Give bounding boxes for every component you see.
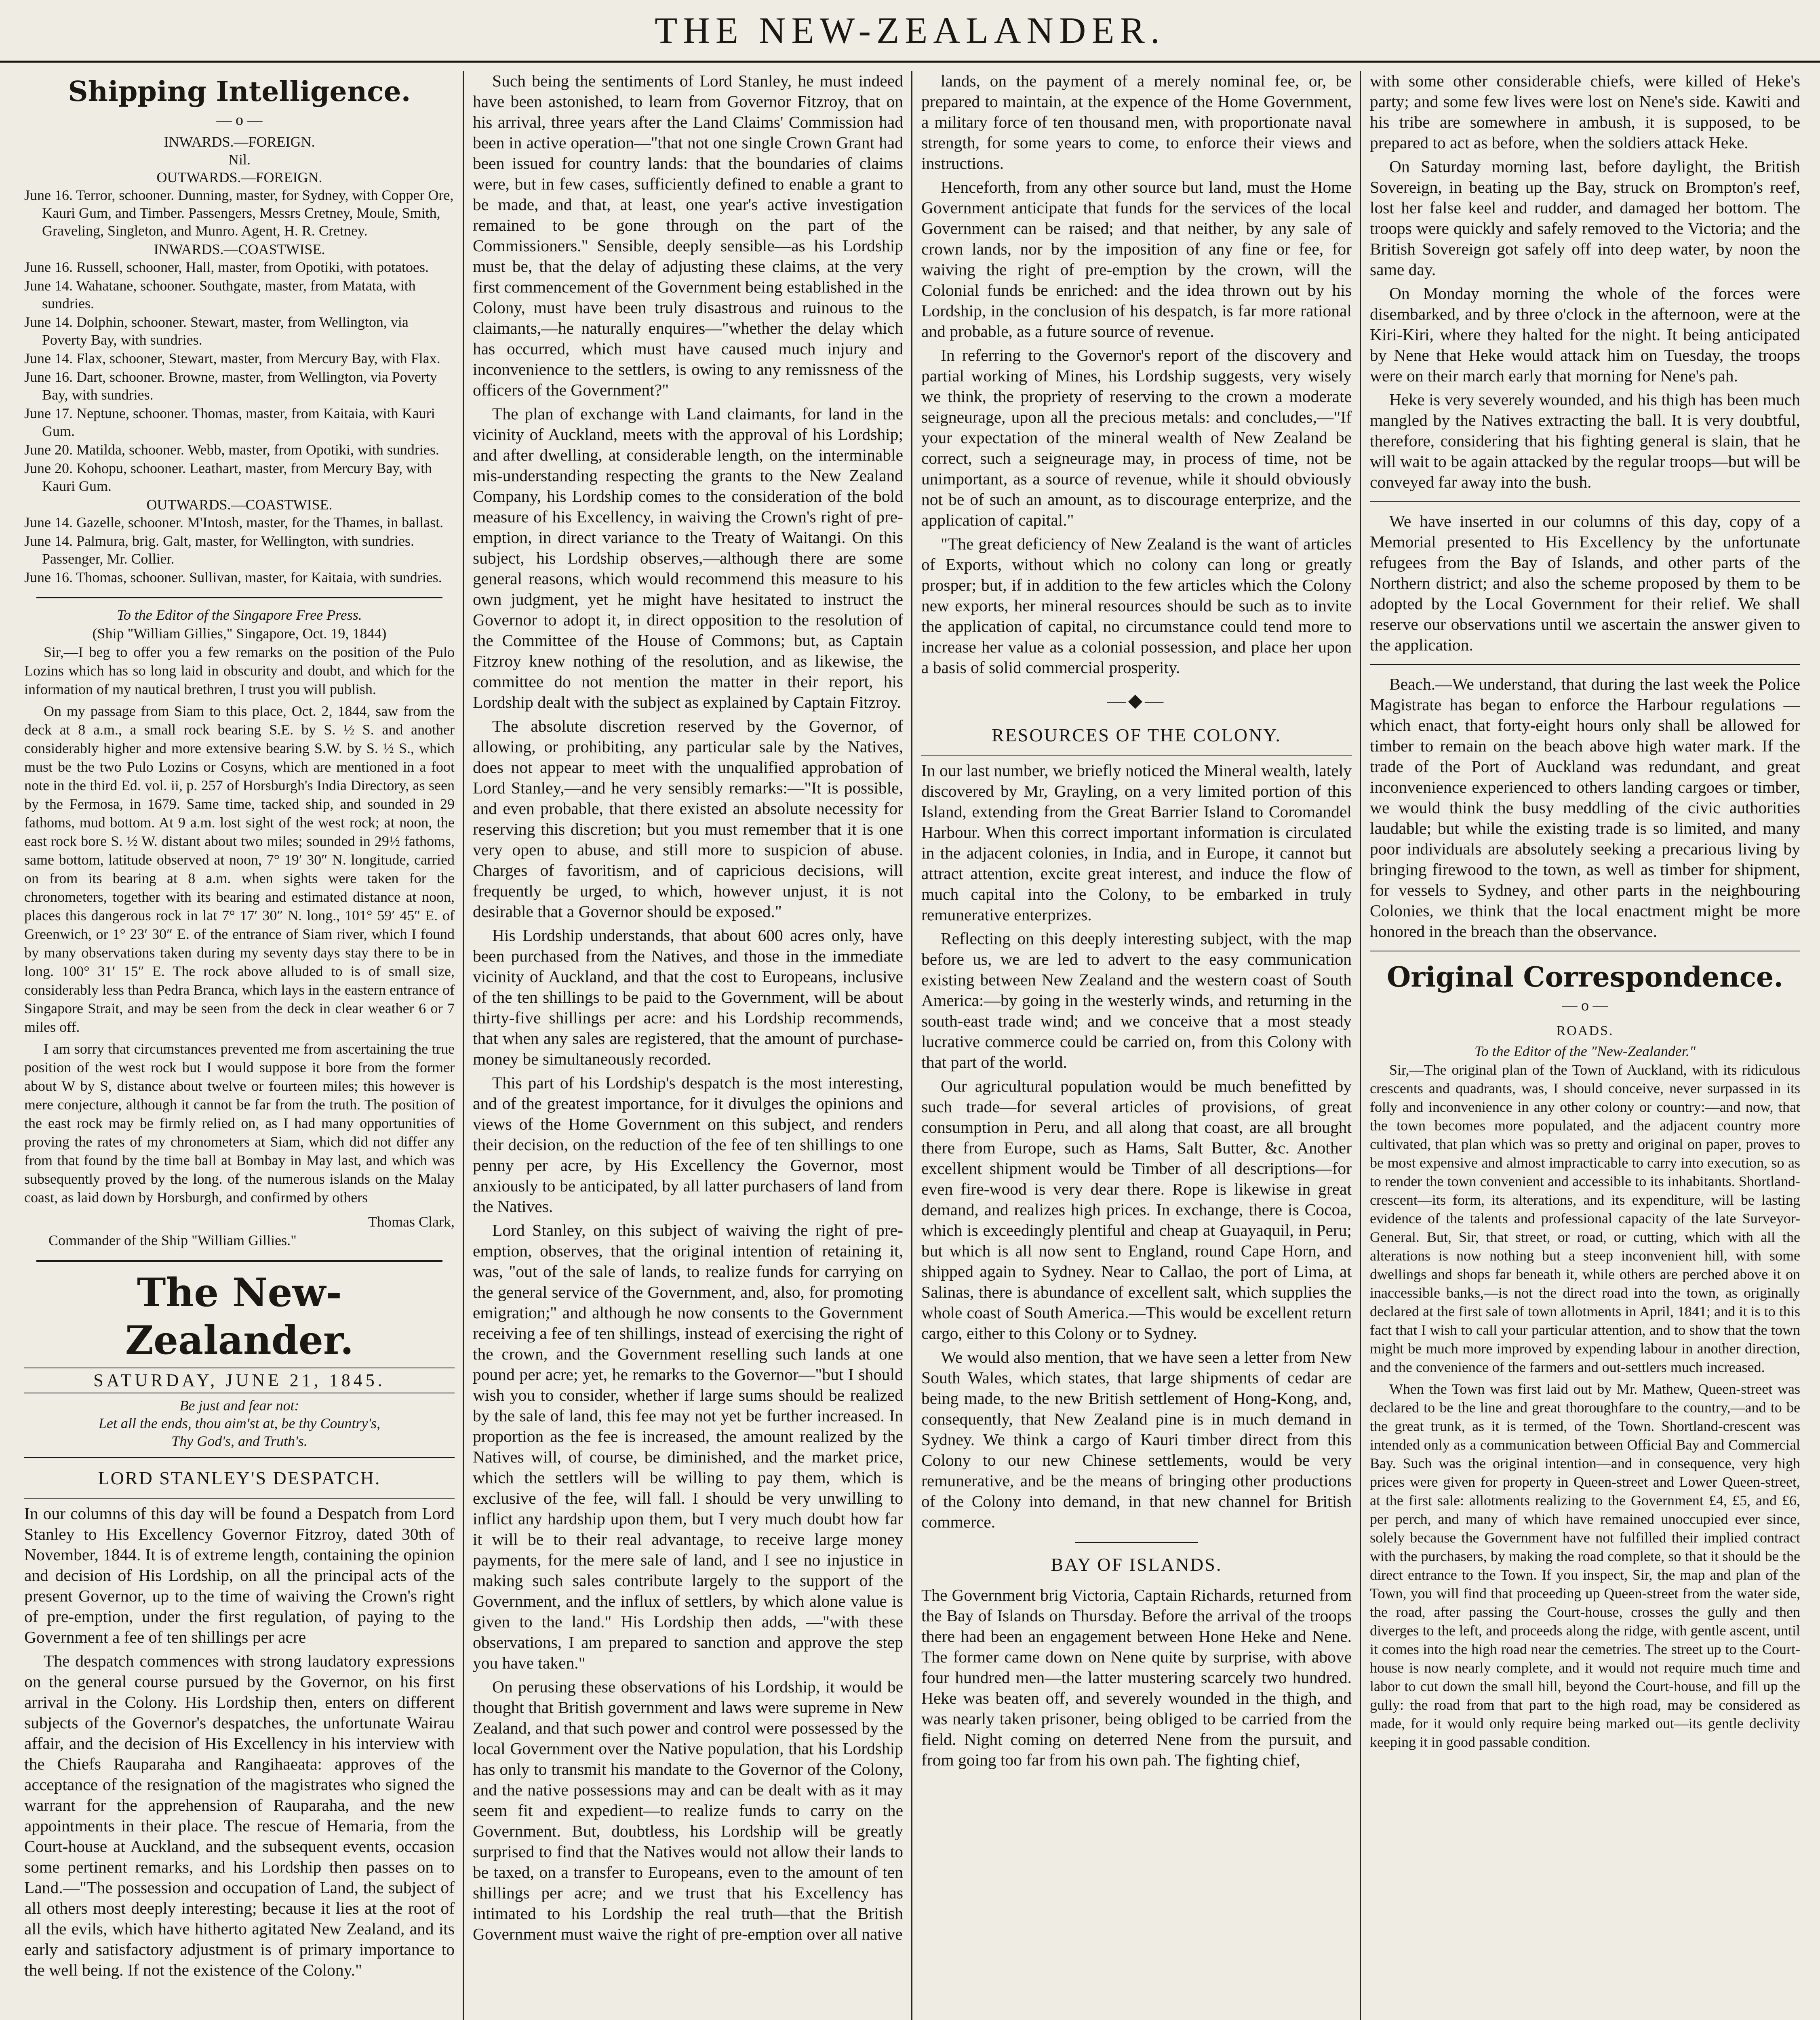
article-paragraph: On Monday morning the whole of the forces were disembarked, and by three o'clock in the afternoon, were at the Kiri-Kiri, where they halted for the night. It being anticipated by Nene that Heke would attack him on Tuesday, the troops were on their march early that morning for Nene's pah.: [1370, 284, 1800, 385]
shipping-entry: June 14. Dolphin, schooner. Stewart, master, from Wellington, via Poverty Bay, with sundries.: [24, 314, 409, 348]
article-paragraph: In our columns of this day will be found a Despatch from Lord Stanley to His Excellency Governor Fitzroy, dated 30th of November, 1844. It is of extreme length, containing the opinion and decision of His Lordship, on all the principal acts of the present Governor, up to the time of waiving the Crown's right of pre-emption, under the first regulation, of paying to the Government a fee of ten shillings per acre: [24, 1504, 455, 1646]
article-paragraph: The plan of exchange with Land claimants, for land in the vicinity of Auckland, meets with the approval of his Lordship; and after dwelling, at considerable length, on the interminable mis-understanding respecting the grants to the New Zealand Company, his Lordship comes to the consideration of the bold measure of his Excellency, in waiving the Crown's right of pre-emption, in direct variance to the Treaty of Waitangi. On this subject, his Lordship observes,—although there are some general reasons, which would recommend this measure to his own judgment, yet he might have hesitated to instruct the Governor to adopt it, in direct opposition to the resolution of the Committee of the House of Commons; but, as Captain Fitzroy knew nothing of the resolution, and as likewise, the committee do not mention the matter in their report, his Lordship dealt with the subject as explained by Captain Fitzroy.: [473, 404, 903, 711]
beach-paragraph: Beach.—We understand, that during the last week the Police Magistrate has began to enforce the Harbour regulations —which enact, that forty-eight hours only shall be allowed for timber to remain on the beach above high water mark. If the trade of the Port of Auckland was redundant, and great inconvenience experienced to others landing cargoes or timber, we would think the busy meddling of the civic authorities laudable; but while the existing trade is so limited, and many poor individuals are absolutely seeking a precarious living by bringing firewood to the town, as well as timber for shipment, for vessels to Sydney, and other parts in the neighbouring Colonies, we think that the local enactment might be more honored in the breach than the observance.: [1370, 675, 1800, 941]
resources-heading: RESOURCES OF THE COLONY.: [992, 725, 1281, 745]
column-rule: [1360, 71, 1361, 2020]
divider: [1370, 501, 1800, 502]
shipping-dash: — o —: [216, 112, 263, 128]
shipping-entry: June 17. Neptune, schooner. Thomas, master, from Kaitaia, with Kauri Gum.: [24, 405, 435, 439]
article-paragraph: Henceforth, from any other source but land, must the Home Government anticipate that funds for the services of the local Government can be raised; and that neither, by any sale of crown lands, nor by the imposition of any fine or fee, for waiving the right of pre-emption by the crown, will the Colonial funds be enriched: and the idea thrown out by his Lordship, in the conclusion of his despatch, is far more rational and probable, as a future source of revenue.: [921, 178, 1352, 341]
article-paragraph: In referring to the Governor's report of the discovery and partial working of Mines, his Lordship suggests, very wisely we think, the propriety of reserving to the crown a moderate seigneurage, upon all the precious metals: and concludes,—"If your expectation of the mineral wealth of New Zealand be correct, such a seigneurage may, in process of time, not be unimportant, as a source of revenue, while it should obviously not be of such an amount, as to discourage enterprize, and the application of capital.": [921, 346, 1352, 529]
shipping-entry: June 14. Palmura, brig. Galt, master, for Wellington, with sundries. Passenger, Mr. Collier.: [24, 533, 414, 567]
divider: [1370, 664, 1800, 665]
column-rule: [911, 71, 912, 2020]
article-paragraph: This part of his Lordship's despatch is the most interesting, and of the greatest importance, for it divulges the opinions and views of the Home Government on this subject, and renders their decision, on the reduction of the fee of ten shillings to one penny per acre, by His Excellency the Governor, most anxiously to be anticipated, by all latter purchasers of land from the Natives.: [473, 1073, 903, 1216]
article-paragraph: On Saturday morning last, before daylight, the British Sovereign, in beating up the Bay, struck on Brompton's reef, lost her false keel and rudder, and damaged her bottom. The troops were quickly and safely removed to the Victoria; and the British Sovereign got safely off into deep water, by noon the same day.: [1370, 157, 1800, 279]
inwards-foreign-label: INWARDS.—FOREIGN.: [164, 134, 315, 150]
column-1: [24, 71, 455, 2020]
column-2: [473, 71, 903, 2020]
letter-paragraph: I am sorry that circumstances prevented me from ascertaining the true position of the west rock but I would suppose it bore from the former about W by S, distance about twelve or fourteen miles; this however is mere conjecture, although it cannot be far from the truth. The position of the east rock may be firmly relied on, as I had many opportunities of proving the rates of my chronometers at Siam, which did not differ any from that found by the time ball at Bombay in May last, and which was subsequently proved by the long. of the numerous islands on the Malay coast, as laid down by Horsburgh, and confirmed by others: [24, 1041, 455, 1206]
section-rule: [36, 597, 442, 598]
motto-line: Thy God's, and Truth's.: [171, 1433, 308, 1449]
section-rule: [36, 1260, 442, 1262]
shipping-entry: June 16. Thomas, schooner. Sullivan, master, for Kaitaia, with sundries.: [24, 569, 442, 585]
column-rule: [463, 71, 464, 2020]
article-paragraph: lands, on the payment of a merely nominal fee, or, be prepared to maintain, at the expence of the Home Government, a military force of ten thousand men, with proportionate naval strength, for some years to come, to enforce their views and instructions.: [921, 72, 1352, 173]
divider: [1075, 1542, 1198, 1543]
letter-signature: Thomas Clark,: [368, 1214, 455, 1230]
correspondence-subheading: ROADS.: [1556, 1023, 1614, 1038]
divider: [24, 1498, 455, 1499]
divider: [921, 755, 1352, 756]
column-3: [921, 71, 1352, 2020]
shipping-heading: Shipping Intelligence.: [68, 76, 411, 108]
letter-paragraph: Sir,—The original plan of the Town of Auckland, with its ridiculous crescents and quadrants, was, I should conceive, never surpassed in its folly and inconvenience in any other colony or country:—and now, that the town becomes more populated, and the adjacent country more cultivated, that plan which was so pretty and original on paper, proves to be most expensive and almost impracticable to carry into execution, so as to render the town convenient and accessible to its inhabitants. Shortland-crescent—its form, its alterations, and its expenditure, will be lasting evidence of the talents and professional capacity of the late Surveyor-General. But, Sir, that street, or road, or cutting, which with all the alterations is now nothing but a steep inconvenient hill, with some dwellings and shops far beneath it, while others are perched above it on inaccessible banks,—is not the direct road into the town, as originally declared at the first sale of town allotments in April, 1841; and it is to this fact that I wish to call your particular attention, and to show that the town might be much more improved by expending labour in another direction, and the convenience of the farmers and out-settlers much increased.: [1370, 1062, 1800, 1375]
letter-ship-line: (Ship "William Gillies," Singapore, Oct. 19, 1844): [92, 625, 387, 642]
inwards-coastwise-label: INWARDS.—COASTWISE.: [154, 241, 325, 257]
column-4: [1370, 71, 1800, 2020]
article-heading: LORD STANLEY'S DESPATCH.: [98, 1468, 381, 1488]
article-paragraph: The absolute discretion reserved by the Governor, of allowing, or prohibiting, any particular sale by the Natives, does not appear to meet with the unqualified approbation of Lord Stanley,—and he very sensibly remarks:—"It is possible, and even probable, that there existed an absolute necessity for reserving this discretion; but you must remember that it is one very open to abuse, and still more to suspicion of abuse. Charges of favoritism, and of capricious decisions, will frequently be urged, to which, however unjust, it is not desirable that a Governor should be exposed.": [473, 717, 903, 921]
shipping-entry: June 20. Kohopu, schooner. Leathart, master, from Mercury Bay, with Kauri Gum.: [24, 460, 432, 494]
outwards-foreign-entry: June 16. Terror, schooner. Dunning, master, for Sydney, with Copper Ore, Kauri Gum, and Timber. Passengers, Messrs Cretney, Moule, Smith, Graveling, Singleton, and Munro. Agent, H. R. Cretney.: [24, 187, 454, 239]
article-paragraph: Reflecting on this deeply interesting subject, with the map before us, we are led to advert to the easy communication existing between New Zealand and the western coast of South America:—by going in the westerly winds, and returning in the south-east trade wind; and we conceive that a most steady lucrative commerce could be carried on, from this Colony with that part of the world.: [921, 929, 1352, 1071]
motto-line: Let all the ends, thou aim'st at, be thy Country's,: [98, 1415, 381, 1431]
article-paragraph: In our last number, we briefly noticed the Mineral wealth, lately discovered by Mr, Grayling, on a very limited portion of this Island, extending from the Great Barrier Island to Coromandel Harbour. When this correct important information is circulated in the adjacent colonies, in India, and in Europe, it cannot but attract attention, excite great interest, and induce the flow of much capital into the Colony, to be embarked in truly remunerative enterprizes.: [921, 761, 1352, 924]
article-paragraph: The despatch commences with strong laudatory expressions on the general course pursued by the Governor, on his first arrival in the Colony. His Lordship then, enters on different subjects of the Governor's despatches, the unfortunate Wairau affair, and the decision of His Excellency in his interview with the Chiefs Rauparaha and Rangihaeata: approves of the acceptance of the resignation of the magistrates who signed the warrant for the apprehension of Rauparaha, and the new appointments in their place. The rescue of Hemaria, from the Court-house at Auckland, and the subsequent events, occasion some pertinent remarks, and his Lordship then passes on to Land.—"The possession and occupation of Land, the subject of all others most deeply interesting; because it lies at the root of all the evils, which have hitherto agitated New Zealand, and its early and satisfactory adjustment is of primary importance to the well being. If not the existence of the Colony.": [24, 1652, 455, 1979]
shipping-entry: June 16. Dart, schooner. Browne, master, from Wellington, via Poverty Bay, with sundries.: [24, 369, 437, 403]
letter-addressee: To the Editor of the "New-Zealander.": [1475, 1043, 1696, 1059]
motto-line: Be just and fear not:: [179, 1397, 299, 1414]
memorial-paragraph: We have inserted in our columns of this day, copy of a Memorial presented to His Excellency by the unfortunate refugees from the Bay of Islands, and other parts of the Northern district; and also the scheme proposed by them to be adopted by the Local Government for their relief. We shall reserve our observations until we ascertain the answer given to the application.: [1370, 512, 1800, 654]
inwards-foreign-nil: Nil.: [228, 152, 251, 168]
masthead: THE NEW-ZEALANDER.: [0, 0, 1820, 63]
correspondence-dash: — o —: [1562, 997, 1608, 1014]
correspondence-heading: Original Correspondence.: [1387, 961, 1783, 993]
outwards-coastwise-label: OUTWARDS.—COASTWISE.: [146, 497, 333, 513]
divider: [24, 1457, 455, 1458]
shipping-entry: June 16. Russell, schooner, Hall, master, from Opotiki, with potatoes.: [24, 259, 429, 275]
letter-signature-role: Commander of the Ship "William Gillies.": [48, 1232, 297, 1248]
article-paragraph: We would also mention, that we have seen a letter from New South Wales, which states, that large shipments of cedar are being made, to the new British settlement of Hong-Kong, and, consequently, that New Zealand pine is in much demand in Sydney. We think a cargo of Kauri timber direct from this Colony to our new Chinese settlements, would be very remunerative, and be the means of bringing other productions of the Colony into demand, in that new channel for British commerce.: [921, 1348, 1352, 1531]
article-paragraph: with some other considerable chiefs, were killed of Heke's party; and some few lives were lost on Nene's side. Kawiti and his tribe are somewhere in ambush, it is supposed, to be prepared to act as before, when the soldiers attack Heke.: [1370, 72, 1800, 152]
shipping-entry: June 20. Matilda, schooner. Webb, master, from Opotiki, with sundries.: [24, 442, 439, 458]
shipping-entry: June 14. Gazelle, schooner. M'Intosh, master, for the Thames, in ballast.: [24, 514, 444, 530]
letter-paragraph: When the Town was first laid out by Mr. Mathew, Queen-street was declared to be the line and great thoroughfare to the country,—and to be the great trunk, as it is termed, of the Town. Shortland-crescent was intended only as a communication between Official Bay and Commercial Bay. Such was the original intention—and in consequence, very high prices were given for property in Queen-street and Lower Queen-street, at the first sale: allotments realizing to the Government £4, £5, and £6, per perch, and many of which have remained unoccupied ever since, solely because the Government have not fulfilled their implied contract with the purchasers, by making the road complete, so that it should be the direct entrance to the Town. If you inspect, Sir, the map and plan of the Town, you will find that proceeding up Queen-street from the water side, the road, after passing the Court-house, crosses the gully and then diverges to the left, and proceeds along the ridge, with gentle ascent, until it comes into the high road near the cemetries. The street up to the Court-house is now nearly complete, and it would not require much time and labor to cut down the small hill, beyond the Court-house, and fill up the gully: the road from that part to the high road, may be considered as made, for it would only require being marked out—its gentle declivity keeping it in good passable condition.: [1370, 1381, 1800, 1750]
letter-addressee: To the Editor of the Singapore Free Press.: [117, 607, 362, 623]
article-paragraph: Heke is very severely wounded, and his thigh has been much mangled by the Natives extracting the ball. It is very doubtful, therefore, considering that his fighting general is slain, that he will wait to be again attacked by the regular troops—but will be conveyed far away into the bush.: [1370, 390, 1800, 491]
bay-of-islands-heading: BAY OF ISLANDS.: [1051, 1554, 1222, 1575]
article-paragraph: "The great deficiency of New Zealand is the want of articles of Exports, without which no colony can long or greatly prosper; but, if in addition to the few articles which the Colony new exports, her mineral resources should be such as to invite the application of capital, no circumstance could tend more to increase her value as a colonial possession, and place her upon a basis of solid commercial prosperity.: [921, 534, 1352, 677]
article-paragraph: The Government brig Victoria, Captain Richards, returned from the Bay of Islands on Thursday. Before the arrival of the troops there had been an engagement between Hone Heke and Nene. The former came down on Nene quite by surprise, with above four hundred men—the latter mustering scarcely two hundred. Heke was beaten off, and severely wounded in the thigh, and was nearly taken prisoner, being obliged to be carried from the field. Night coming on deterred Nene from the pursuit, and from going too far from his own pah. The fighting chief,: [921, 1586, 1352, 1769]
article-paragraph: On perusing these observations of his Lordship, it would be thought that British government and laws were supreme in New Zealand, and that such power and control were possessed by the local Government over the Native population, that his Lordship has only to transmit his mandate to the Governor of the Colony, and the native possessions may and can be dealt with as it may seem fit and expedient—to realize funds to carry on the Government. But, doubtless, his Lordship will be greatly surprised to find that the Natives would not allow their lands to be taxed, on a transfer to Europeans, even to the amount of ten shillings per acre; and we trust that his Excellency has intimated to his Lordship the real truth—that the British Government must waive the right of pre-emption over all native: [473, 1677, 903, 1943]
newspaper-nameplate: The New-Zealander.: [125, 1270, 354, 1363]
article-paragraph: Such being the sentiments of Lord Stanley, he must indeed have been astonished, to learn from Governor Fitzroy, that on his arrival, three years after the Land Claims' Commission had been in active operation—"that not one single Crown Grant had been issued for country lands: that the boundaries of claims were, but in few cases, sufficiently defined to enable a grant to be made, and that, at least, one year's active investigation remained to be gone through on the part of the Commissioners." Sensible, deeply sensible—as his Lordship must be, that the delay of adjusting these claims, at the very first commencement of the Government being established in the Colony, must have been truly disastrous and ruinous to the claimants,—he naturally enquires—"whether the delay which has occurred, which must have caused much injury and inconvenience to the settlers, is owing to any remissness of the officers of the Government?": [473, 72, 903, 399]
shipping-entry: June 14. Flax, schooner, Stewart, master, from Mercury Bay, with Flax.: [24, 350, 440, 366]
ornament-divider: —◆—: [1107, 690, 1166, 711]
issue-date: SATURDAY, JUNE 21, 1845.: [24, 1368, 455, 1393]
article-paragraph: His Lordship understands, that about 600 acres only, have been purchased from the Natives, and those in the immediate vicinity of Auckland, and that the cost to Europeans, inclusive of the ten shillings to be paid to the Government, will be about thirty-five shillings per acre: and his Lordship recommends, that when any sales are registered, that the amount of purchase-money be simultaneously recorded.: [473, 926, 903, 1068]
outwards-foreign-label: OUTWARDS.—FOREIGN.: [156, 169, 322, 185]
letter-paragraph: On my passage from Siam to this place, Oct. 2, 1844, saw from the deck at 8 a.m., a small rock bearing S.E. by S. ½ S. and another considerably higher and more extensive bearing S.W. by S. ½ S., which must be the two Pulo Lozins or Cosyns, which are mentioned in a foot note in the third Ed. vol. ii, p. 257 of Horsburgh's India Directory, as seen by the Fermosa, in 1679. Same time, tacked ship, and sounded in 29 fathoms, mud bottom. At 9 a.m. lost sight of the west rock; at noon, the east rock bore S. ½ W. distant about two miles; sounded in 29½ fathoms, same bottom, latitude observed at noon, 7° 19′ 30″ N. longitude, carried on from its bearing at 8 a.m. when sights were taken for the chronometers, together with its bearing and estimated distance at noon, places this dangerous rock in lat 7° 17′ 30″ N. long., 101° 59′ 45″ E. of Greenwich, or 1° 23′ 30″ E. of the entrance of Siam river, which I found by many observations taken during my seventy days stay there to be in long. 100° 31′ 15″ E. The rock above alluded to is of small size, considerably less than Pedra Branca, which lays in the eastern entrance of Singapore Strait, and may be seen from the deck in clear weather 6 or 7 miles off.: [24, 703, 455, 1035]
motto: [24, 1397, 455, 1450]
letter-paragraph: Sir,—I beg to offer you a few remarks on the position of the Pulo Lozins which has so long laid in obscurity and doubt, and which for the information of my nautical brethren, I trust you will publish.: [24, 644, 455, 697]
shipping-entry: June 14. Wahatane, schooner. Southgate, master, from Matata, with sundries.: [24, 278, 416, 311]
article-paragraph: Lord Stanley, on this subject of waiving the right of pre-emption, observes, that the original intention of retaining it, was, "out of the sale of lands, to realize funds for carrying on the general service of the Government, and, also, for promoting emigration;" and although he now consents to the Government receiving a fee of ten shillings, instead of exercising the right of the crown, and the Government reselling such lands at one pound per acre; yet, he remarks to the Governor—"but I should wish you to consider, whether if large sums should be realized by the sale of land, this fee may not yet be further increased. In proportion as the fee is increased, the amount realized by the Natives will, of course, be diminished, and the market price, which the settlers will be willing to pay them, which is exclusive of the fee, will fall. I should be very unwilling to inflict any hardship upon them, but I very much doubt how far it will be to their real advantage, to receive large money payments, for the mere sale of land, and I see no injustice in making such sales contribute largely to the support of the Government, and the influx of settlers, by which alone value is given to the land." His Lordship then adds, —"with these observations, I am prepared to sanction and approve the step you have taken.": [473, 1221, 903, 1672]
article-paragraph: Our agricultural population would be much benefitted by such trade—for several articles of provisions, of great consumption in Peru, and all along that coast, are all brought there from Europe, such as Hams, Salt Butter, &c. Another excellent shipment would be Timber of all descriptions—for even fire-wood is very dear there. Rope is likewise in great demand, and realizes high prices. In exchange, there is Cocoa, which is exceedingly plentiful and cheap at Guayaquil, in Peru; but which is all now sent to England, round Cape Horn, and shipped again to Sydney. Near to Callao, the port of Lima, at Salinas, there is abundance of excellent salt, which supplies the whole coast of South America.—This would be excellent return cargo, either to this Colony or to Sydney.: [921, 1077, 1352, 1342]
